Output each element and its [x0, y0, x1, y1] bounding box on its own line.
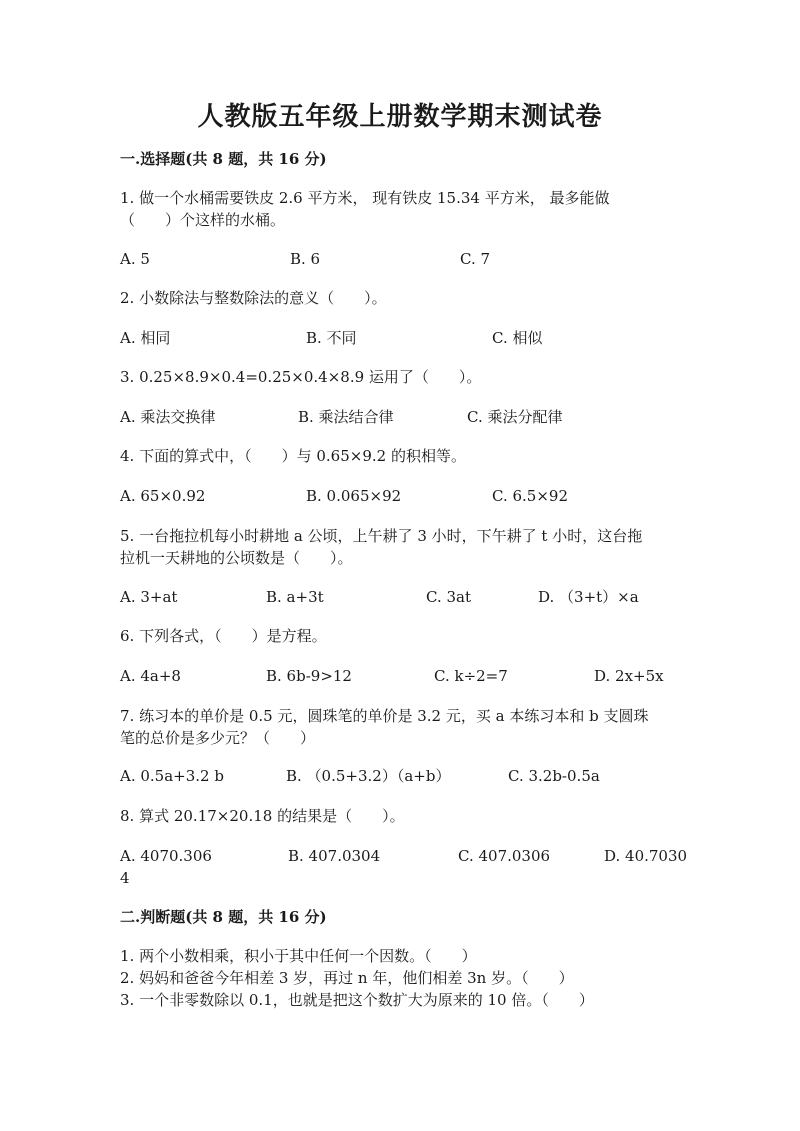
option-a: A. 4a+8	[120, 667, 181, 685]
question-8-options	[120, 844, 700, 868]
option-a: A. 65×0.92	[120, 487, 206, 505]
question-4-text: 4. 下面的算式中，（ ）与 0.65×9.2 的积相等。	[120, 447, 466, 465]
option-b: B. 不同	[306, 329, 357, 347]
section-heading-judge: 二.判断题(共 8 题，共 16 分)	[120, 908, 327, 926]
page-title: 人教版五年级上册数学期末测试卷	[197, 102, 603, 132]
option-c: C. 相似	[492, 329, 543, 347]
judge-item-1: 1. 两个小数相乘，积小于其中任何一个因数。（ ）	[120, 947, 477, 965]
question-3-options	[120, 405, 700, 429]
option-b: B. 6b-9>12	[266, 667, 352, 685]
option-c: C. 6.5×92	[492, 487, 568, 505]
question-2-options	[120, 326, 700, 350]
option-a: A. 乘法交换律	[120, 408, 216, 426]
question-1-text-cont: （ ）个这样的水桶。	[120, 211, 286, 229]
judge-item-3: 3. 一个非零数除以 0.1，也就是把这个数扩大为原来的 10 倍。（ ）	[120, 991, 594, 1009]
option-a: A. 3+at	[120, 588, 178, 606]
section-heading-choice: 一.选择题(共 8 题，共 16 分)	[120, 150, 327, 168]
question-7-options	[120, 764, 700, 788]
option-b: B. 0.065×92	[306, 487, 402, 505]
option-b: B. （0.5+3.2）（a+b）	[286, 767, 451, 785]
option-d: D. 2x+5x	[594, 667, 664, 685]
question-8-text: 8. 算式 20.17×20.18 的结果是（ ）。	[120, 807, 405, 825]
option-c: C. 3.2b-0.5a	[508, 767, 600, 785]
option-b: B. 6	[290, 250, 321, 268]
question-4-options	[120, 484, 700, 508]
question-3-text: 3. 0.25×8.9×0.4=0.25×0.4×8.9 运用了（ ）。	[120, 368, 482, 386]
question-8-option-wrap: 4	[120, 869, 130, 887]
question-1-options	[120, 247, 700, 271]
option-d: D. 40.7030	[604, 847, 688, 865]
question-7-text: 7. 练习本的单价是 0.5 元，圆珠笔的单价是 3.2 元，买 a 本练习本和 b 支圆珠	[120, 707, 649, 725]
option-a: A. 4070.306	[120, 847, 212, 865]
judge-item-2: 2. 妈妈和爸爸今年相差 3 岁，再过 n 年，他们相差 3n 岁。（ ）	[120, 969, 574, 987]
question-6-options	[120, 664, 700, 688]
option-c: C. k÷2=7	[434, 667, 508, 685]
question-7-text-cont: 笔的总价是多少元？（ ）	[120, 729, 316, 747]
option-d: D. （3+t）×a	[538, 588, 639, 606]
option-b: B. 407.0304	[288, 847, 381, 865]
option-a: A. 5	[120, 250, 150, 268]
question-5-text: 5. 一台拖拉机每小时耕地 a 公顷，上午耕了 3 小时，下午耕了 t 小时，这台拖	[120, 527, 643, 545]
option-b: B. a+3t	[266, 588, 324, 606]
option-c: C. 3at	[426, 588, 471, 606]
option-c: C. 407.0306	[458, 847, 551, 865]
question-1-text: 1. 做一个水桶需要铁皮 2.6 平方米， 现有铁皮 15.34 平方米， 最多能做	[120, 189, 610, 207]
option-c: C. 乘法分配律	[467, 408, 563, 426]
option-a: A. 相同	[120, 329, 171, 347]
question-5-options	[120, 585, 700, 609]
question-6-text: 6. 下列各式，（ ）是方程。	[120, 627, 327, 645]
question-5-text-cont: 拉机一天耕地的公顷数是（ ）。	[120, 549, 353, 567]
question-2-text: 2. 小数除法与整数除法的意义（ ）。	[120, 289, 387, 307]
option-c: C. 7	[460, 250, 491, 268]
option-b: B. 乘法结合律	[298, 408, 394, 426]
option-a: A. 0.5a+3.2 b	[120, 767, 224, 785]
